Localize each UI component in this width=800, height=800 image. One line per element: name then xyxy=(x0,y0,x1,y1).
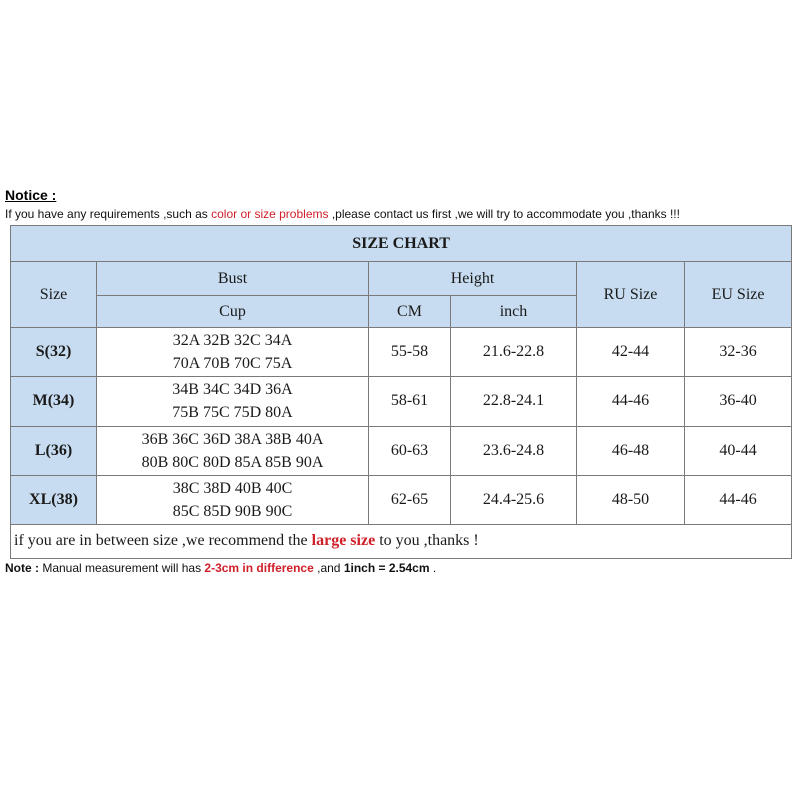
note-text-bold: 1inch = 2.54cm xyxy=(343,561,430,575)
row-cup xyxy=(97,426,369,475)
note-text-b: ,and xyxy=(313,561,344,575)
header-height: Height xyxy=(369,262,577,296)
cup-line: 80B 80C 80D 85A 85B 90A xyxy=(141,453,324,471)
row-inch: 21.6-22.8 xyxy=(451,328,577,377)
row-inch: 23.6-24.8 xyxy=(451,426,577,475)
note-text-highlight: 2-3cm in difference xyxy=(204,561,314,575)
row-size-label: XL(38) xyxy=(11,475,97,524)
cup-line: 34B 34C 34D 36A xyxy=(172,381,293,399)
row-inch: 22.8-24.1 xyxy=(451,377,577,426)
cup-line: 36B 36C 36D 38A 38B 40A xyxy=(141,430,324,448)
row-cup xyxy=(97,328,369,377)
header-bust: Bust xyxy=(97,262,369,296)
row-cm: 58-61 xyxy=(369,377,451,426)
cup-line: 85C 85D 90B 90C xyxy=(172,502,293,520)
cup-line: 38C 38D 40B 40C xyxy=(172,479,293,497)
header-inch: inch xyxy=(451,296,577,328)
row-eu: 40-44 xyxy=(685,426,792,475)
row-size-label: S(32) xyxy=(11,328,97,377)
table-row xyxy=(11,328,792,377)
size-chart-table xyxy=(10,225,792,559)
note-text-a: Manual measurement will has xyxy=(39,561,205,575)
bottom-note xyxy=(5,561,436,575)
row-eu: 32-36 xyxy=(685,328,792,377)
note-label: Note : xyxy=(5,561,39,575)
row-size-label: M(34) xyxy=(11,377,97,426)
cup-line: 32A 32B 32C 34A xyxy=(172,332,293,350)
footer-text-a: if you are in between size ,we recommend the xyxy=(14,532,312,550)
chart-title: SIZE CHART xyxy=(11,226,792,262)
row-ru: 42-44 xyxy=(577,328,685,377)
notice-title: Notice : xyxy=(5,187,57,203)
header-size: Size xyxy=(11,262,97,328)
table-row xyxy=(11,475,792,524)
footer-text-b: to you ,thanks ! xyxy=(375,532,479,550)
row-cm: 60-63 xyxy=(369,426,451,475)
header-cup: Cup xyxy=(97,296,369,328)
table-row xyxy=(11,426,792,475)
header-eu-size: EU Size xyxy=(685,262,792,328)
row-cm: 62-65 xyxy=(369,475,451,524)
row-inch: 24.4-25.6 xyxy=(451,475,577,524)
cup-line: 70A 70B 70C 75A xyxy=(172,355,293,373)
row-eu: 36-40 xyxy=(685,377,792,426)
cup-line: 75B 75C 75D 80A xyxy=(172,404,293,422)
footer-text-highlight: large size xyxy=(311,532,376,550)
row-cup xyxy=(97,475,369,524)
notice-text-a: If you have any requirements ,such as xyxy=(5,207,212,221)
note-text-c: . xyxy=(429,561,437,575)
row-cm: 55-58 xyxy=(369,328,451,377)
notice-text-b: ,please contact us first ,we will try to accommodate you ,thanks !!! xyxy=(328,207,680,221)
row-eu: 44-46 xyxy=(685,475,792,524)
notice-text xyxy=(5,207,680,221)
notice-text-highlight: color or size problems xyxy=(211,207,329,221)
row-ru: 46-48 xyxy=(577,426,685,475)
header-cm: CM xyxy=(369,296,451,328)
row-ru: 44-46 xyxy=(577,377,685,426)
chart-footer-note xyxy=(11,524,792,558)
row-cup xyxy=(97,377,369,426)
table-row xyxy=(11,377,792,426)
header-ru-size: RU Size xyxy=(577,262,685,328)
row-ru: 48-50 xyxy=(577,475,685,524)
row-size-label: L(36) xyxy=(11,426,97,475)
